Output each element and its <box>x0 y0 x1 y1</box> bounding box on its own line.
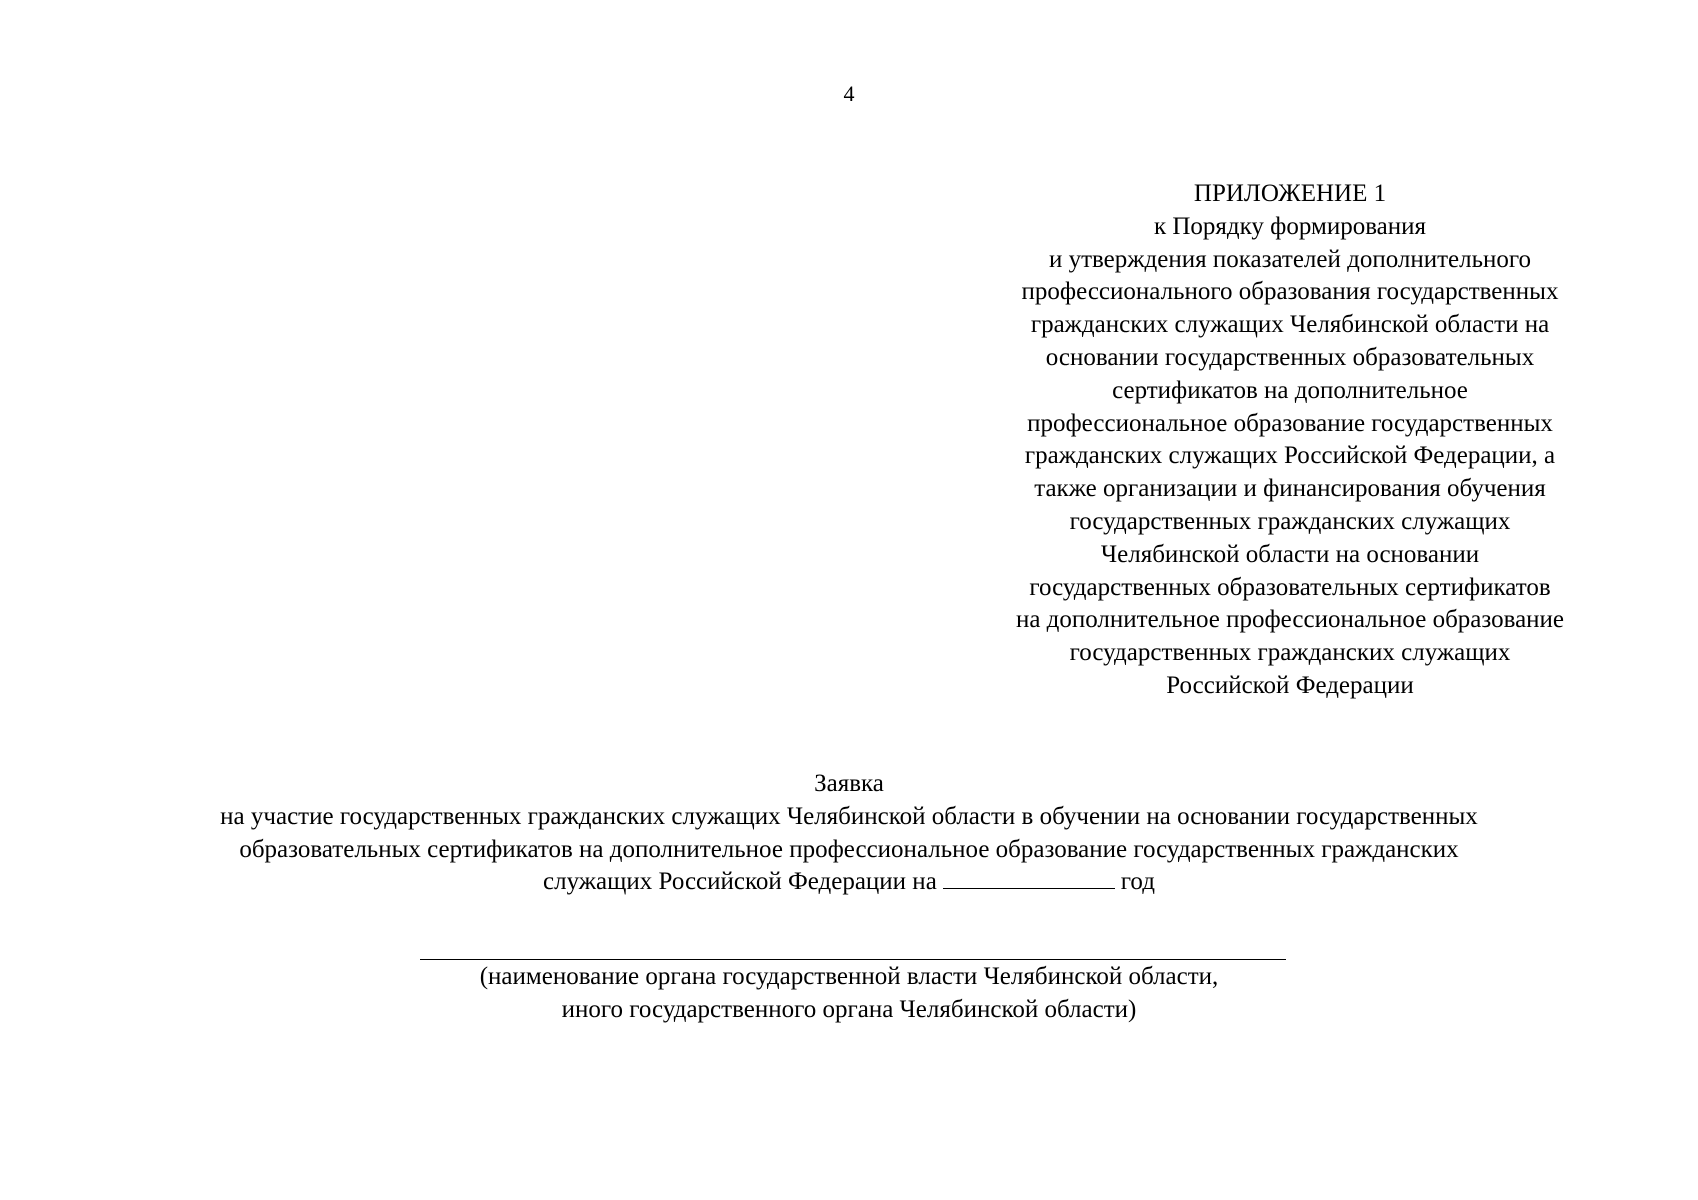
appendix-line: к Порядку формирования <box>1153 212 1427 240</box>
request-subtitle-text: служащих Российской Федерации на <box>543 868 937 896</box>
appendix-line: на дополнительное профессиональное образование <box>1015 606 1565 634</box>
appendix-line: государственных гражданских служащих <box>1069 639 1511 667</box>
request-title-block <box>0 768 1698 899</box>
appendix-line: Российской Федерации <box>1166 671 1414 699</box>
request-title: Заявка <box>814 770 884 797</box>
appendix-line: гражданских служащих Российской Федерации, а <box>1024 442 1556 470</box>
authority-caption <box>0 960 1698 1026</box>
appendix-line: государственных образовательных сертификатов <box>1029 573 1551 601</box>
appendix-header <box>950 178 1630 703</box>
appendix-line: также организации и финансирования обучения <box>1034 475 1546 503</box>
appendix-line: сертификатов на дополнительное <box>1112 376 1468 404</box>
year-label: год <box>1120 868 1155 896</box>
request-subtitle-line <box>0 866 1698 899</box>
request-subtitle-line: на участие государственных гражданских служащих Челябинской области в обучении на основании государственных <box>220 802 1478 830</box>
year-blank-field[interactable] <box>943 866 1115 889</box>
appendix-line: гражданских служащих Челябинской области на <box>1030 311 1550 339</box>
appendix-line: профессионального образования государственных <box>1021 278 1559 306</box>
authority-caption-line: (наименование органа государственной власти Челябинской области, <box>479 963 1219 990</box>
appendix-line: Челябинской области на основании <box>1100 540 1480 568</box>
appendix-line: основании государственных образовательных <box>1045 343 1535 371</box>
appendix-line: государственных гражданских служащих <box>1069 507 1511 535</box>
appendix-line: ПРИЛОЖЕНИЕ 1 <box>1193 180 1387 207</box>
authority-caption-line: иного государственного органа Челябинской области) <box>561 996 1137 1023</box>
appendix-line: профессиональное образование государственных <box>1027 409 1553 437</box>
request-subtitle-line: образовательных сертификатов на дополнительное профессиональное образование государственных гражданских <box>239 835 1459 863</box>
appendix-line: и утверждения показателей дополнительного <box>1048 245 1532 273</box>
page-number: 4 <box>843 81 855 106</box>
